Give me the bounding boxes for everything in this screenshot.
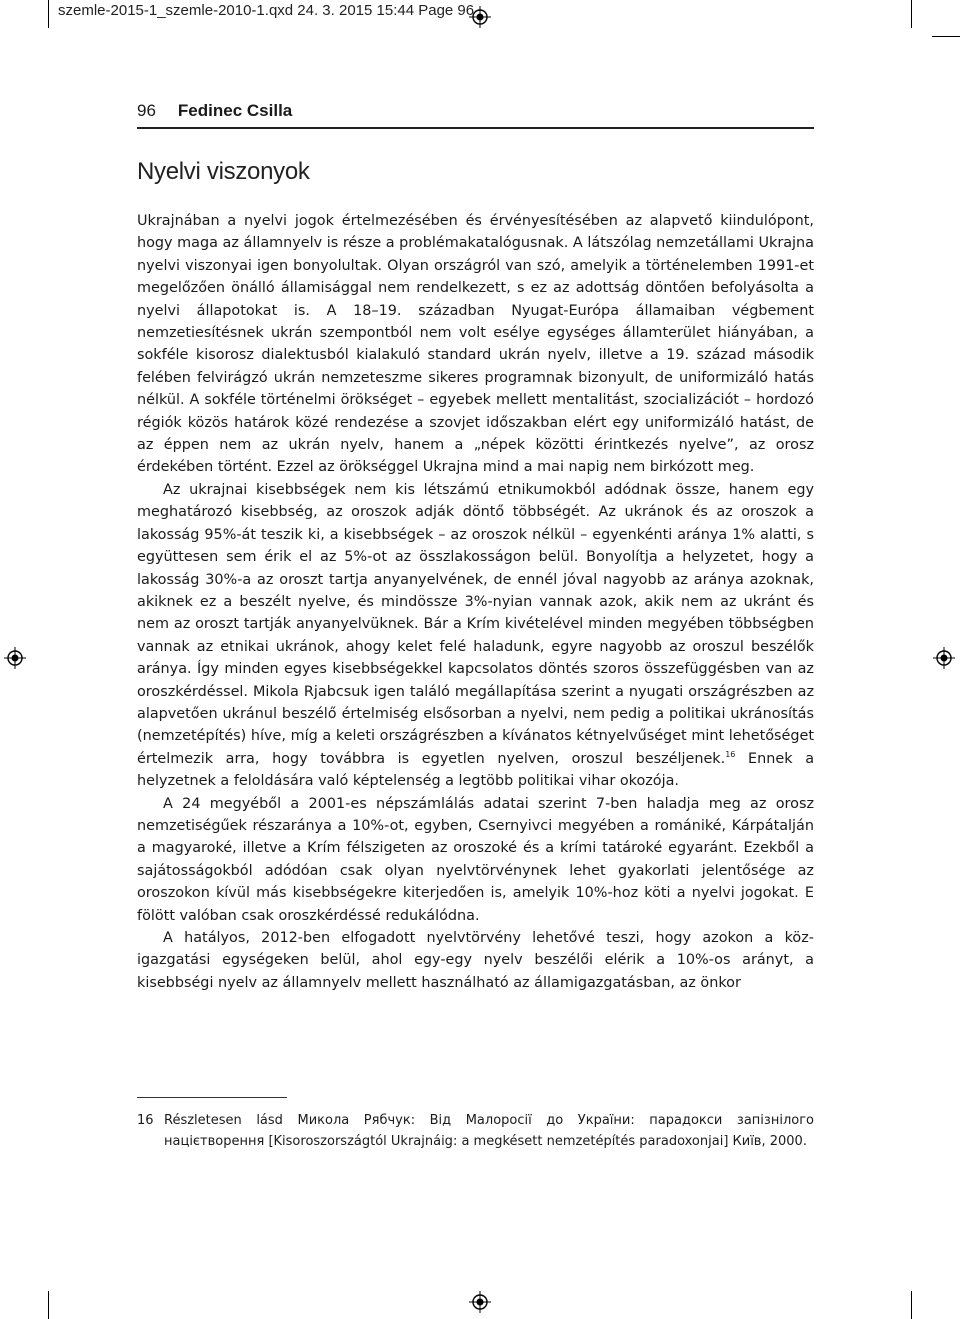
footnote-number: 16 bbox=[137, 1113, 154, 1128]
paragraph-2-tail: Ennek a helyzetnek a feloldására való képtelenség a legtöbb politikai vihar okozója. bbox=[137, 750, 815, 790]
footnote-text: Részletesen lásd Микола Рябчук: Від Малоросії до України: парадокси запізнілого націєтворення [Kisoroszországtól Ukrajnáig: a megkésett nemzetépítés paradoxonjai] Київ, 2000. bbox=[164, 1113, 814, 1149]
header-rule bbox=[137, 127, 814, 129]
paragraph-2-text: Az ukrajnai kisebbségek nem kis létszámú etnikumokból adódnak össze, hanem egy meghatározó kisebbség, az oroszok adják döntő többségét. Az ukránok és az oroszok a lakosság 95%-át teszik ki, a kisebbségek – az oroszok nélkül – egyenkénti aránya 1% alatti, s együttesen sem érik el az 5%-ot az összlakosságon belül. Bonyolítja a helyzetet, hogy a lakosság 30%-a az oroszt tartja anyanyelvének, de ennél jóval nagyobb az aránya azoknak, akiknek ez a beszélt nyelve, és mindössze 3%-nyian vannak azok, akik nem az ukránt és nem az oroszt tartják anyanyelvüknek. Bár a Krím kivételével minden megyében többségben vannak az etnikai ukránok, ahogy kelet felé haladunk, egyre nagyobb az oroszul beszélők aránya. Így minden egyes kisebbségekkel kapcsolatos döntés szoros összefüggésben van az oroszkérdéssel. Mikola Rjabcsuk igen találó megállapítása szerint a nyugati országrészben az alapvetően ukránul beszélő értelmiség elsősorban a nyelvi, nem pedig a politikai ukránosítás (nemzetépítés) híve, míg a keleti országrészben a kívánatos kétnyelvűséget mint lehetőséget értelmezik arra, hogy továbbra is egyetlen nyelven, oroszul beszéljenek. bbox=[137, 481, 814, 767]
paragraph-1: Ukrajnában a nyelvi jogok értelmezésében és érvényesítésében az alapvető kiindulópont, hogy maga az államnyelv is része a problémakatalógusnak. A látszólag nemzetállami Ukrajna nyelvi viszonyai igen bonyolultak. Olyan országról van szó, amelyik a történelemben 1991-et megelőzően önálló államisággal nem rendelkezett, s ez az adottság döntően befolyásolta a nyelvi állapotokat is. A 18–19. században Nyugat-Európa államaiban végbement nemzetiesítésnek ukrán szempontból nem volt esélye egységes államterület hiányában, a sokféle kisorosz dialektusból kialakuló standard ukrán nyelv, illetve a 19. század második felében felvirágzó ukrán nemzeteszme sikeres programnak bizonyult, de uniformizáló hatás nélkül. A sokféle történelmi örökséget – egyebek mellett mentalitást, szocializációt – hordozó régiók közös határok közé rendezése a szovjet időszakban elért egy uniformizáló hatást, de az éppen nem az ukrán nyelv, hanem a „népek közötti érintkezés nyelve”, az orosz érdekében történt. Ezzel az örökséggel Ukrajna mind a mai napig nem birkózott meg. bbox=[137, 213, 814, 476]
registration-mark-bottom-icon bbox=[469, 1291, 491, 1313]
footnote bbox=[137, 1111, 814, 1152]
footnote-rule bbox=[137, 1097, 287, 1098]
page-number: 96 bbox=[137, 101, 156, 120]
footnote-reference[interactable]: 16 bbox=[725, 749, 736, 759]
running-head bbox=[137, 101, 292, 121]
section-title: Nyelvi viszonyok bbox=[137, 158, 310, 185]
registration-mark-top-icon bbox=[469, 6, 491, 28]
paragraph-4: A hatályos, 2012-ben elfogadott nyelvtörvény lehetővé teszi, hogy azokon a közigazgatási egységeken belül, ahol egy-egy nyelv beszélői elérik a 10%-os arányt, a kisebbségi nyelv az államnyelv mellett használható az államigazgatásban, az önkor bbox=[137, 930, 814, 991]
paragraph-2 bbox=[137, 479, 814, 793]
crop-mark-top-right bbox=[911, 0, 912, 28]
paragraph-3: A 24 megyéből a 2001-es népszámlálás adatai szerint 7-ben haladja meg az orosz nemzetiségűek részaránya a 10%-ot, egyben, Csernyivci megyében a romániké, Kárpátalján a magyaroké, illetve a Krím félszigeten az oroszoké és a krími tatároké egyaránt. Ezekből a sajátosságokból adódóan csak olyan nyelvtörvénynek lehet gyakorlati jelentősége az oroszokon kívül más kisebbségekre kiterjedően is, amelyik 10%-hoz köti a nyelvi jogokat. E fölött valóban csak oroszkérdéssé redukálódna. bbox=[137, 795, 814, 924]
crop-mark-bottom-right bbox=[911, 1291, 912, 1319]
registration-mark-left-icon bbox=[4, 647, 26, 669]
crop-mark-bottom-left bbox=[48, 1291, 49, 1319]
crop-mark-top-right-h bbox=[932, 36, 960, 37]
print-slug: szemle-2015-1_szemle-2010-1.qxd 24. 3. 2015 15:44 Page 96 bbox=[58, 2, 475, 19]
author-name: Fedinec Csilla bbox=[177, 101, 293, 120]
crop-mark-top-left bbox=[48, 0, 49, 28]
body-text bbox=[137, 210, 814, 994]
registration-mark-right-icon bbox=[933, 647, 955, 669]
